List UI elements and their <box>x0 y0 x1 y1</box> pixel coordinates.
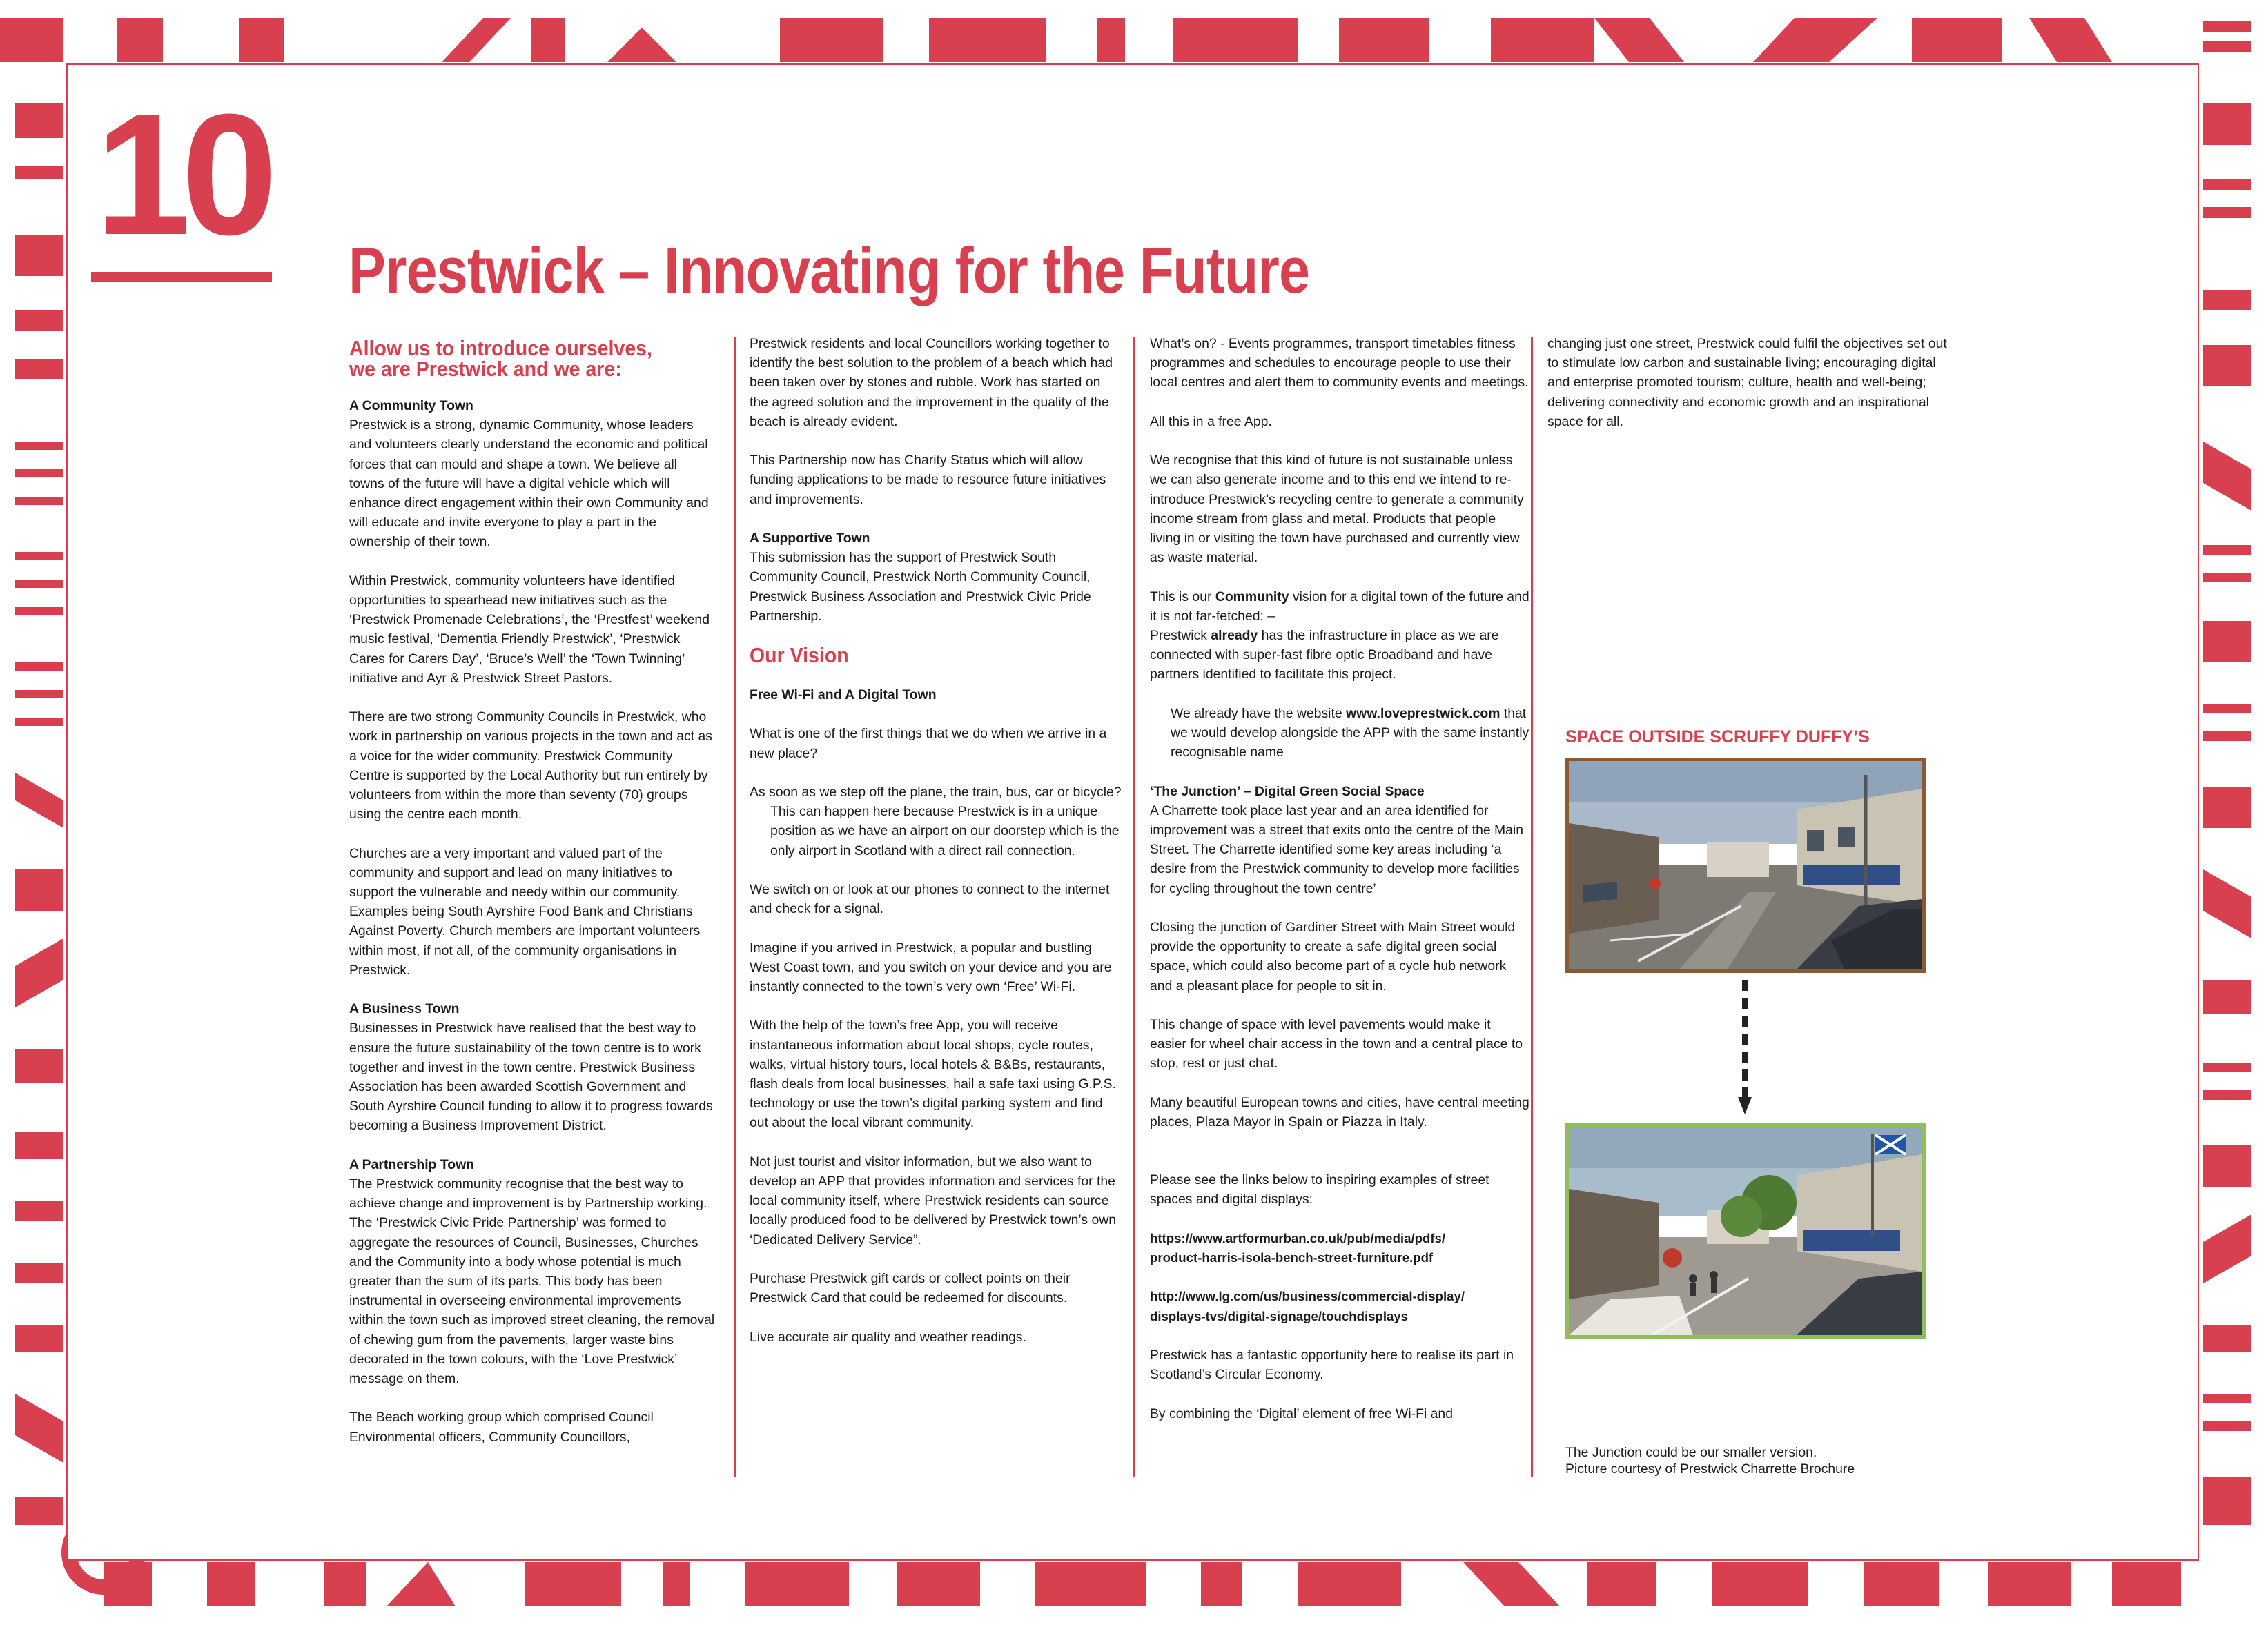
paragraph: Purchase Prestwick gift cards or collect points on their Prestwick Card that could be redeemed for discounts. <box>750 1271 1071 1306</box>
paragraph-indented: This can happen here because Prestwick is in a unique position as we have an airport on our doorstep which is the only airport in Scotland with a direct rail connection. <box>770 804 1120 858</box>
column-3 <box>1150 334 1529 1443</box>
paragraph: Not just tourist and visitor information, but we also want to develop an APP that provides information and services for the local community itself, where Prestwick residents can source locally produced food to be delivered by Prestwick town’s own ‘Dedicated Delivery Service”. <box>750 1154 1117 1248</box>
paragraph: What is one of the first things that we do when we arrive in a new place? <box>750 726 1107 761</box>
paragraph: A Charrette took place last year and an area identified for improvement was a street that exits onto the centre of the Main Street. The Charrette identified some key areas including ‘a desire from the Prestwick community to develop more facilities for cycling throughout the town centre’ <box>1150 802 1524 896</box>
website-link[interactable]: www.loveprestwick.com <box>1346 705 1500 721</box>
page-number: 10 <box>95 78 268 270</box>
paragraph: We switch on or look at our phones to connect to the internet and check for a signal. <box>750 882 1110 917</box>
section-heading: A Partnership Town <box>349 1156 474 1172</box>
section-heading: ‘The Junction’ – Digital Green Social Space <box>1150 783 1425 799</box>
section-heading: A Community Town <box>349 398 473 413</box>
section-heading: A Business Town <box>349 1001 460 1017</box>
intro-heading <box>349 338 686 379</box>
column-divider <box>734 337 736 1477</box>
paragraph: Many beautiful European towns and cities, have central meeting places, Plaza Mayor in Spain or Piazza in Italy. <box>1150 1094 1529 1130</box>
paragraph: Live accurate air quality and weather readings. <box>750 1329 1026 1345</box>
text-run: This is our <box>1150 589 1215 604</box>
paragraph: Prestwick residents and local Councillors working together to identify the best solution to the problem of a beach which had been taken over by stones and rubble. Work has started on the agreed solution and the improvement in the quality of the beach is already evident. <box>750 336 1113 429</box>
paragraph: This submission has the support of Prestwick South Community Council, Prestwick North Community Council, Prestwick Business Association and Prestwick Civic Pride Partnership. <box>750 550 1091 624</box>
text-run-bold: Community <box>1215 589 1289 604</box>
paragraph: This change of space with level pavements would make it easier for wheel chair access in the town and a central place to stop, rest or just chat. <box>1150 1017 1523 1072</box>
text-run-bold: already <box>1211 628 1258 643</box>
paragraph: Churches are a very important and valued part of the community and support and lead on many initiatives to support the vulnerable and needy within our community. Examples being South Ayrshire Food Bank and Christians Against Poverty. Church members are important volunteers within most, if not all, of the community organisations in Prestwick. <box>349 845 701 978</box>
column-divider <box>1133 337 1135 1477</box>
paragraph: The Beach working group which comprised Council Environmental officers, Community Councillors, <box>349 1410 654 1445</box>
url-line: http://www.lg.com/us/business/commercial-display/ <box>1150 1289 1465 1304</box>
paragraph: Within Prestwick, community volunteers have identified opportunities to spearhead new initiatives such as the ‘Prestwick Promenade Celebrations’, the ‘Prestfest’ weekend music festival, ‘Dementia Friendly Prestwick’, ‘Prestwick Cares for Carers Day’, ‘Bruce’s Well’ the ‘Town Twinning’ initiative and Ayr & Prestwick Street Pastors. <box>349 573 710 686</box>
column-1 <box>349 334 715 1466</box>
column-2 <box>750 334 1122 1366</box>
street-photo-after <box>1565 1123 1926 1339</box>
street-photo-before <box>1565 758 1926 973</box>
paragraph: Closing the junction of Gardiner Street with Main Street would provide the opportunity to create a safe digital green social space, which could also become part of a cycle hub network and a pleasant place for people to sit in. <box>1150 920 1516 994</box>
paragraph <box>1150 587 1529 626</box>
caption-line: The Junction could be our smaller version. <box>1565 1445 1817 1460</box>
caption-line: Picture courtesy of Prestwick Charrette Brochure <box>1565 1461 1855 1477</box>
paragraph: With the help of the town’s free App, you will receive instantaneous information about local shops, cycle routes, walks, virtual history tours, local hotels & B&Bs, restaurants, flash deals from local businesses, hail a safe taxi using G.P.S. technology or use the town’s digital parking system and find out about the local vibrant community. <box>750 1018 1117 1131</box>
text-run: Prestwick <box>1150 628 1211 643</box>
paragraph: The Prestwick community recognise that the best way to achieve change and improvement is by Partnership working. The ‘Prestwick Civic Pride Partnership’ was formed to aggregate the resources of Council, Businesses, Churches and the Community into a body whose potential is much greater than the sum of its parts. This body has been instrumental in overseeing environmental improvements within the town such as improved street cleaning, the removal of chewing gum from the pavements, larger waste bins decorated in the town colours, with the ‘Love Prestwick’ message on them. <box>349 1176 715 1387</box>
url-line: displays-tvs/digital-signage/touchdisplays <box>1150 1308 1409 1323</box>
photo-heading: SPACE OUTSIDE SCRUFFY DUFFY’S <box>1565 727 1870 747</box>
intro-heading-line: we are Prestwick and we are: <box>349 357 622 381</box>
url-link-artform[interactable] <box>1150 1229 1529 1268</box>
vision-heading: Our Vision <box>750 643 849 668</box>
url-line: https://www.artformurban.co.uk/pub/media/pdfs/ <box>1150 1230 1446 1245</box>
paragraph: What’s on? - Events programmes, transport timetables fitness programmes and schedules to encourage people to use their local centres and alert them to community events and meetings. <box>1150 336 1529 391</box>
paragraph-indented <box>1150 704 1529 762</box>
section-heading: Free Wi-Fi and A Digital Town <box>750 687 937 703</box>
text-run: vision for a digital town of the future and it is not far-fetched: – <box>1150 589 1529 624</box>
page-number-underline <box>91 272 272 282</box>
paragraph: Businesses in Prestwick have realised that the best way to ensure the future sustainability of the town centre is to work together and invest in the town centre. Prestwick Business Association has been awarded Scottish Government and South Ayrshire Council funding to allow it to progress towards becoming a Business Improvement District. <box>349 1020 713 1134</box>
paragraph: changing just one street, Prestwick could fulfil the objectives set out to stimulate low carbon and sustainable living; encouraging digital and enterprise promoted tourism; culture, health and well-being; delivering connectivity and economic growth and an inspirational space for all. <box>1547 336 1947 429</box>
down-arrow-icon <box>1738 980 1752 1118</box>
paragraph: Prestwick has a fantastic opportunity here to realise its part in Scotland’s Circular Economy. <box>1150 1347 1514 1383</box>
column-4 <box>1547 334 1962 451</box>
text-run: We already have the website <box>1171 705 1347 721</box>
url-link-lg[interactable] <box>1150 1287 1529 1325</box>
section-heading: A Supportive Town <box>750 531 870 546</box>
text-run: has the infrastructure in place as we are connected with super-fast fibre optic Broadband and have partners identified to facilitate this project. <box>1150 628 1499 682</box>
text-run: that we would develop alongside the APP with the same instantly recognisable name <box>1171 705 1529 760</box>
column-divider <box>1531 337 1533 1477</box>
paragraph <box>1150 626 1529 684</box>
paragraph: By combining the ‘Digital’ element of free Wi-Fi and <box>1150 1406 1453 1421</box>
paragraph: Prestwick is a strong, dynamic Community, whose leaders and volunteers clearly understand the economic and political forces that can mould and shape a town. We believe all towns of the future will have a digital vehicle which will enhance direct engagement within their own Community and will educate and invite everyone to play a part in the ownership of their town. <box>349 417 709 550</box>
photo-caption <box>1565 1444 1855 1477</box>
page-title: Prestwick – Innovating for the Future <box>349 234 1310 306</box>
paragraph: As soon as we step off the plane, the train, bus, car or bicycle? <box>750 785 1122 800</box>
url-line: product-harris-isola-bench-street-furniture.pdf <box>1150 1250 1434 1265</box>
paragraph: Please see the links below to inspiring examples of street spaces and digital displays: <box>1150 1172 1489 1207</box>
paragraph: All this in a free App. <box>1150 413 1272 429</box>
paragraph: This Partnership now has Charity Status which will allow funding applications to be made to resource future initiatives and improvements. <box>750 453 1106 507</box>
paragraph: There are two strong Community Councils in Prestwick, who work in partnership on various projects in the town and act as a voice for the wider community. Prestwick Community Centre is supported by the Local Authority but run entirely by volunteers from within the more than seventy (70) groups using the centre each month. <box>349 709 712 822</box>
paragraph: Imagine if you arrived in Prestwick, a popular and bustling West Coast town, and you switch on your device and you are instantly connected to the town’s very own ‘Free’ Wi-Fi. <box>750 940 1112 994</box>
intro-heading-line: Allow us to introduce ourselves, <box>349 336 652 360</box>
paragraph: We recognise that this kind of future is not sustainable unless we can also generate income and to this end we intend to re-introduce Prestwick’s recycling centre to generate a community income stream from glass and metal. Products that people living in or visiting the town have purchased and currently view as waste material. <box>1150 453 1524 566</box>
